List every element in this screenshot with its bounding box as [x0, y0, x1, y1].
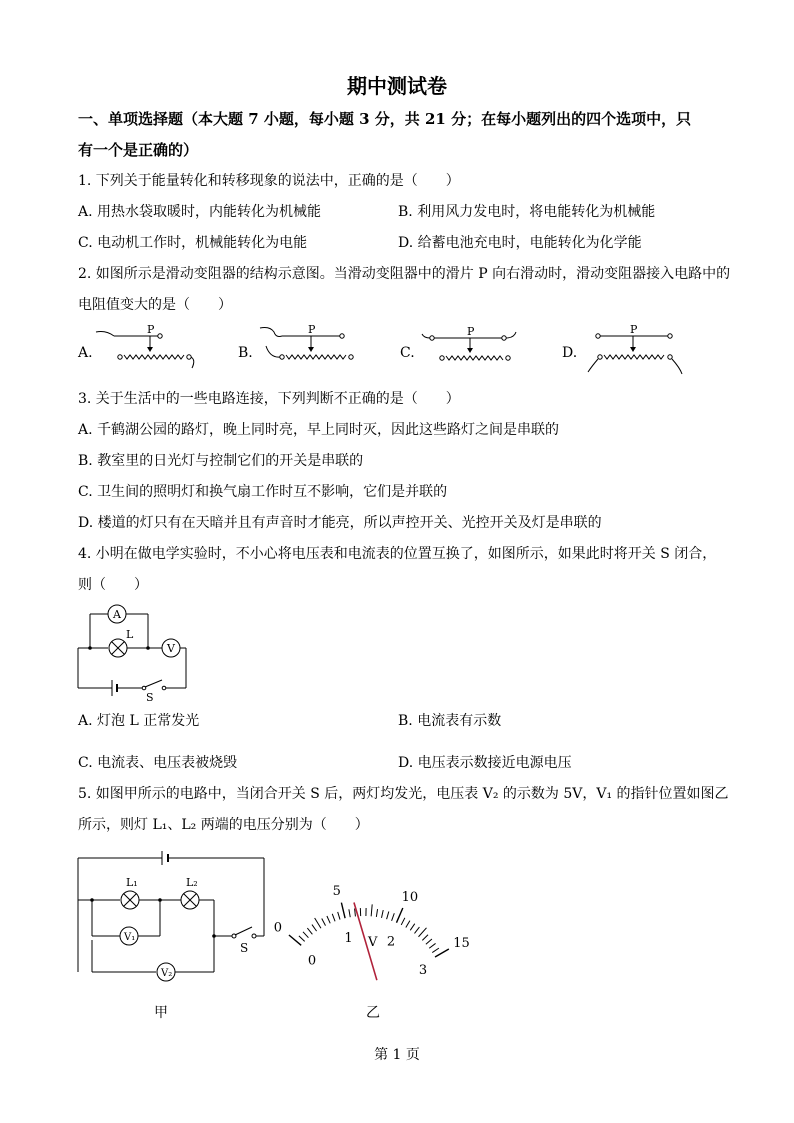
dial-tick [338, 912, 340, 920]
fig-jia-caption: 甲 [154, 1005, 168, 1021]
dial-tick [435, 949, 449, 957]
slider-label: P [467, 325, 475, 338]
dial-tick [426, 939, 432, 944]
lamp-l1-label: L₁ [126, 876, 138, 889]
voltmeter-v1-label: V₁ [124, 932, 136, 943]
q2-stem-line1: 2. 如图所示是滑动变阻器的结构示意图。当滑动变阻器中的滑片 P 向右滑动时，滑动变阻器接入电路中的 [78, 266, 731, 282]
dial-outer-label: 0 [273, 920, 283, 936]
q3-option-c: C. 卫生间的照明灯和换气扇工作时互不影响，它们是并联的 [78, 484, 448, 500]
dial-inner-label: 3 [418, 963, 428, 978]
dial-tick [419, 928, 427, 937]
q5-stem-line2: 所示，则灯 L₁、L₂ 两端的电压分别为（ ） [78, 817, 369, 833]
switch-s-label: S [240, 941, 249, 955]
q4-stem-line2: 则（ ） [78, 577, 148, 593]
section-heading-line1: 一、单项选择题（本大题 7 小题，每小题 3 分，共 21 分；在每小题列出的四个选项中，只 [78, 110, 692, 128]
dial-tick [422, 935, 428, 941]
q3-option-a: A. 千鹤湖公园的路灯，晚上同时亮，早上同时灭，因此这些路灯之间是串联的 [78, 422, 560, 438]
q5-stem-line1: 5. 如图甲所示的电路中，当闭合开关 S 后，两灯均发光，电压表 V₂ 的示数为 5V，V₁ 的指针位置如图乙 [78, 786, 729, 802]
dial-tick [327, 916, 330, 923]
switch-label: S [146, 691, 154, 704]
rheostat-c-diagram [418, 322, 528, 372]
q2-option-b-label: B. [238, 345, 253, 361]
dial-tick [401, 918, 405, 925]
voltmeter-v2-label: V₂ [161, 968, 173, 979]
q4-option-d: D. 电压表示数接近电源电压 [398, 755, 572, 771]
dial-tick [303, 932, 308, 938]
lamp-l2-label: L₂ [186, 876, 198, 889]
dial-tick [392, 913, 395, 921]
q1-stem: 1. 下列关于能量转化和转移现象的说法中，正确的是（ ） [78, 173, 460, 189]
q4-option-a: A. 灯泡 L 正常发光 [78, 713, 200, 729]
dial-tick [432, 948, 439, 952]
rheostat-a-diagram [92, 322, 202, 372]
rheostat-d-diagram [584, 322, 694, 378]
dial-tick [414, 927, 419, 933]
dial-tick [322, 919, 326, 926]
dial-tick [349, 909, 350, 917]
dial-outer-label: 5 [332, 883, 341, 899]
dial-tick [332, 914, 335, 921]
voltmeter-dial-yi [273, 868, 486, 978]
slider-label: P [308, 323, 316, 336]
slider-label: P [147, 323, 155, 336]
dial-tick [376, 909, 377, 917]
dial-outer-label: 15 [453, 936, 470, 951]
rheostat-b-diagram [256, 322, 366, 372]
dial-tick [341, 903, 345, 919]
fig-yi-caption: 乙 [366, 1005, 380, 1021]
q2-stem-line2: 电阻值变大的是（ ） [78, 297, 232, 313]
dial-tick [406, 921, 410, 928]
q4-option-c: C. 电流表、电压表被烧毁 [78, 755, 238, 771]
dial-tick [429, 943, 435, 948]
dial-tick [410, 924, 415, 931]
dial-inner-label: 1 [344, 930, 353, 946]
dial-unit: V [368, 935, 378, 950]
q4-circuit-diagram [76, 600, 196, 704]
ammeter-label: A [113, 608, 121, 621]
q4-stem-line1: 4. 小明在做电学实验时，不小心将电压表和电流表的位置互换了，如图所示，如果此时将开关 S 闭合， [78, 546, 717, 562]
section-heading-line2: 有一个是正确的） [78, 141, 199, 159]
q2-option-d-label: D. [562, 345, 578, 361]
dial-inner-label: 0 [307, 953, 317, 969]
q3-stem: 3. 关于生活中的一些电路连接，下列判断不正确的是（ ） [78, 391, 460, 407]
dial-tick [371, 904, 372, 916]
q1-option-b: B. 利用风力发电时，将电能转化为机械能 [398, 204, 656, 220]
voltmeter-label: V [167, 642, 175, 655]
dial-tick [299, 936, 305, 942]
q4-option-b: B. 电流表有示数 [398, 713, 502, 729]
dial-tick [387, 911, 389, 919]
lamp-label: L [126, 628, 134, 641]
slider-label: P [630, 323, 638, 336]
q3-option-b: B. 教室里的日光灯与控制它们的开关是串联的 [78, 453, 364, 469]
dial-tick [312, 925, 317, 932]
dial-tick [396, 908, 402, 923]
dial-outer-label: 10 [401, 889, 419, 905]
dial-tick [307, 928, 312, 934]
page-title: 期中测试卷 [347, 74, 447, 98]
dial-tick [315, 918, 321, 928]
dial-inner-label: 2 [386, 934, 396, 950]
q2-option-c-label: C. [400, 345, 415, 361]
q3-option-d: D. 楼道的灯只有在天暗并且有声音时才能亮，所以声控开关、光控开关及灯是串联的 [78, 515, 602, 531]
q1-option-d: D. 给蓄电池充电时，电能转化为化学能 [398, 235, 642, 251]
q1-option-a: A. 用热水袋取暖时，内能转化为机械能 [78, 204, 322, 220]
q2-option-a-label: A. [78, 345, 93, 361]
page-footer: 第 1 页 [374, 1047, 420, 1063]
q5-circuit-diagram-jia [74, 848, 274, 978]
q1-option-c: C. 电动机工作时，机械能转化为电能 [78, 235, 308, 251]
dial-tick [382, 910, 384, 918]
